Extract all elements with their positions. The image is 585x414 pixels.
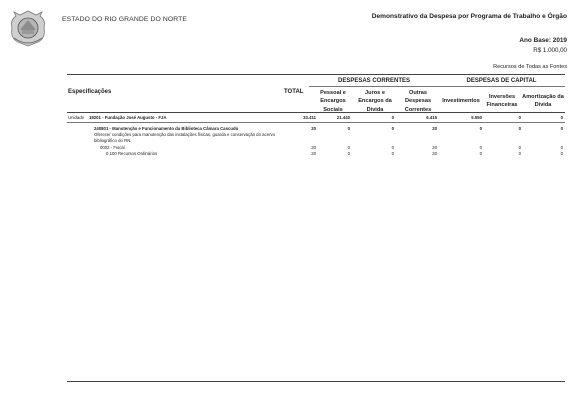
action-inversoes: 0	[518, 126, 521, 131]
unit-inversoes: 0	[518, 115, 521, 120]
action-outras: 20	[432, 126, 437, 131]
action-name: 240801 - Manutenção e Funcionamento da Biblioteca Câmara Cascudo	[94, 126, 239, 131]
table-top-rule	[67, 74, 565, 75]
unit-investimentos: 5.550	[471, 115, 482, 120]
unit-amortizacao: 0	[560, 115, 563, 120]
action-desc-1: Oferecer condições para manutenção das instalações físicas, guarda e conservação do acervo	[94, 132, 276, 137]
function-outras: 20	[432, 145, 437, 150]
function-juros: 0	[391, 145, 394, 150]
state-name: ESTADO DO RIO GRANDE DO NORTE	[62, 16, 188, 23]
col-juros: Juros e Encargos da Dívida	[358, 90, 392, 113]
group-rule	[309, 86, 565, 87]
action-amortizacao: 0	[560, 126, 563, 131]
report-title: Demonstrativo da Despesa por Programa de Trabalho e Órgão	[371, 13, 567, 20]
action-juros: 0	[391, 126, 394, 131]
group-despesas-capital: DESPESAS DE CAPITAL	[466, 78, 537, 84]
unit-juros: 0	[391, 115, 394, 120]
unit-label: Unidade	[68, 115, 85, 120]
unit-name: 19201 - Fundação José Augusto - FJA	[89, 115, 167, 120]
footer-rule	[67, 381, 565, 382]
function-pessoal: 0	[347, 145, 350, 150]
total-header: TOTAL	[284, 89, 304, 95]
action-investimentos: 0	[479, 126, 482, 131]
spec-header: Especificações	[68, 89, 112, 95]
source-investimentos: 0	[479, 151, 482, 156]
col-pessoal: Pessoal e Encargos Sociais	[320, 90, 346, 113]
resources-note: Recursos de Todas as Fontes	[493, 64, 567, 70]
col-amortizacao: Amortização da Dívida	[522, 94, 564, 109]
col-inversoes: Inversões Financeiras	[486, 94, 518, 109]
source-pessoal: 0	[347, 151, 350, 156]
unit-total: 33.411	[303, 115, 316, 120]
unit-row-rule	[67, 122, 565, 123]
function-amortizacao: 0	[560, 145, 563, 150]
source-total: 20	[311, 151, 316, 156]
currency-unit: R$ 1.000,00	[533, 47, 567, 54]
function-investimentos: 0	[479, 145, 482, 150]
group-despesas-correntes: DESPESAS CORRENTES	[337, 78, 410, 84]
function-name: 0002 - Fiscal	[100, 145, 125, 150]
col-outras: Outras Despesas Correntes	[404, 90, 432, 113]
unit-pessoal: 21.440	[336, 115, 350, 120]
base-year: Ano Base: 2019	[519, 37, 567, 44]
function-total: 20	[311, 145, 316, 150]
col-investimentos: Investimentos	[442, 98, 480, 104]
source-inversoes: 0	[518, 151, 521, 156]
state-seal-logo	[8, 8, 48, 48]
source-juros: 0	[391, 151, 394, 156]
action-desc-2: bibliográfico do RN.	[94, 138, 132, 143]
source-amortizacao: 0	[560, 151, 563, 156]
action-total: 20	[311, 126, 316, 131]
function-inversoes: 0	[518, 145, 521, 150]
source-outras: 20	[432, 151, 437, 156]
unit-outras: 6.415	[426, 115, 437, 120]
source-name: 0.100 Recursos Ordinários	[106, 151, 158, 156]
action-pessoal: 0	[347, 126, 350, 131]
